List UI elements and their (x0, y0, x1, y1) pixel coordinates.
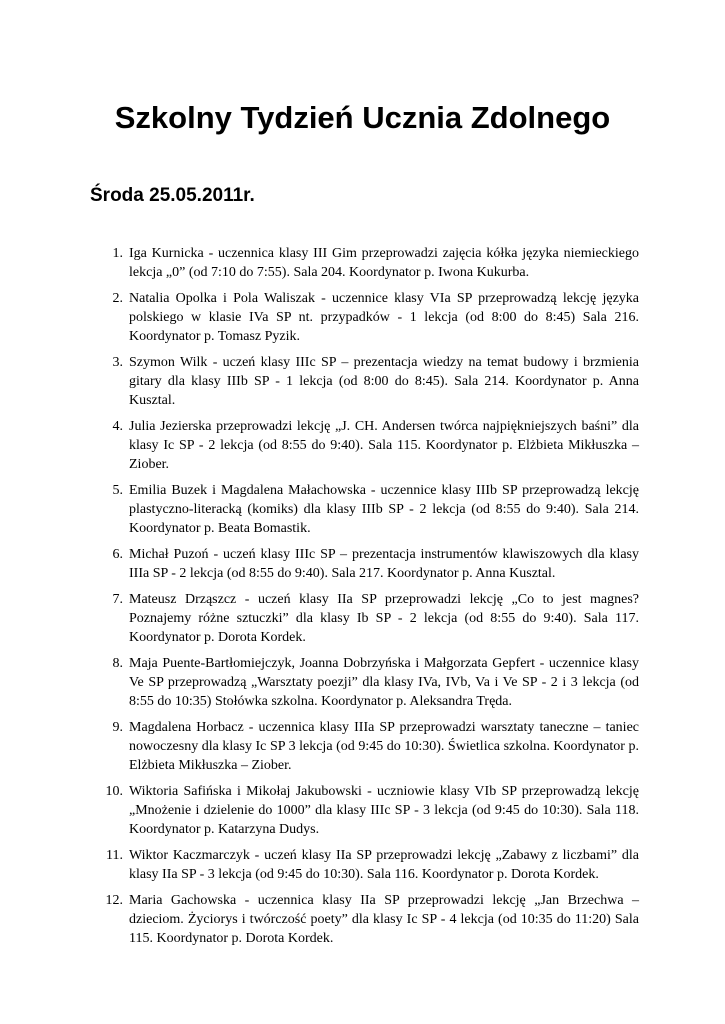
list-item-number: 2. (112, 291, 123, 306)
list-item-text: Maja Puente-Bartłomiejczyk, Joanna Dobrzyńska i Małgorzata Gepfert - uczennice klasy Ve SP przeprowadzą „Warsztaty poezji” dla klasy IVa, IVb, Va i Ve SP - 2 i 3 lekcja (od 8:55 do 10:35) Stołówka szkolna. Koordynator p. Aleksandra Tręda. (129, 656, 639, 709)
list-item (0, 545, 725, 583)
list-item-number: 10. (105, 784, 123, 799)
list-item-number: 3. (112, 355, 123, 370)
list-item-number: 1. (112, 246, 123, 261)
list-item-number: 9. (112, 720, 123, 735)
list-item-number: 4. (112, 419, 123, 434)
list-item-text: Mateusz Drząszcz - uczeń klasy IIa SP przeprowadzi lekcję „Co to jest magnes? Poznajemy różne sztuczki” dla klasy Ib SP - 2 lekcja (od 8:55 do 9:40). Sala 117. Koordynator p. Dorota Kordek. (129, 592, 639, 645)
list-item (0, 244, 725, 282)
list-item (0, 891, 725, 948)
list-item-text: Wiktor Kaczmarczyk - uczeń klasy IIa SP przeprowadzi lekcję „Zabawy z liczbami” dla klasy IIa SP - 3 lekcja (od 9:45 do 10:30). Sala 116. Koordynator p. Dorota Kordek. (129, 848, 639, 882)
list-item-number: 11. (106, 848, 123, 863)
list-item (0, 417, 725, 474)
list-item-text: Maria Gachowska - uczennica klasy IIa SP przeprowadzi lekcję „Jan Brzechwa – dzieciom. Życiorys i twórczość poety” dla klasy Ic SP - 4 lekcja (od 10:35 do 11:20) Sala 115. Koordynator p. Dorota Kordek. (129, 893, 639, 946)
list-item (0, 654, 725, 711)
list-item (0, 846, 725, 884)
event-list (0, 244, 725, 955)
list-item (0, 718, 725, 775)
list-item-number: 8. (112, 656, 123, 671)
list-item (0, 782, 725, 839)
list-item-text: Wiktoria Safińska i Mikołaj Jakubowski - uczniowie klasy VIb SP przeprowadzą lekcję „Mnożenie i dzielenie do 1000” dla klasy IIIc SP - 3 lekcja (od 9:45 do 10:30). Sala 118. Koordynator p. Katarzyna Dudys. (129, 784, 639, 837)
list-item (0, 353, 725, 410)
list-item-text: Szymon Wilk - uczeń klasy IIIc SP – prezentacja wiedzy na temat budowy i brzmienia gitary dla klasy IIIb SP - 1 lekcja (od 8:00 do 8:45). Sala 214. Koordynator p. Anna Kusztal. (129, 355, 639, 408)
list-item-text: Julia Jezierska przeprowadzi lekcję „J. CH. Andersen twórca najpiękniejszych baśni” dla klasy Ic SP - 2 lekcja (od 8:55 do 9:40). Sala 115. Koordynator p. Elżbieta Mikłuszka – Ziober. (129, 419, 639, 472)
list-item-text: Emilia Buzek i Magdalena Małachowska - uczennice klasy IIIb SP przeprowadzą lekcję plastyczno-literacką (komiks) dla klasy IIIb SP - 2 lekcja (od 8:55 do 9:40). Sala 214. Koordynator p. Beata Bomastik. (129, 483, 639, 536)
list-item-number: 5. (112, 483, 123, 498)
list-item-text: Magdalena Horbacz - uczennica klasy IIIa SP przeprowadzi warsztaty taneczne – taniec nowoczesny dla klasy Ic SP 3 lekcja (od 9:45 do 10:30). Świetlica szkolna. Koordynator p. Elżbieta Mikłuszka – Ziober. (129, 720, 639, 773)
date-heading: Środa 25.05.2011r. (90, 185, 255, 206)
document-title: Szkolny Tydzień Ucznia Zdolnego (114, 100, 611, 135)
list-item (0, 481, 725, 538)
list-item-text: Michał Puzoń - uczeń klasy IIIc SP – prezentacja instrumentów klawiszowych dla klasy IIIa SP - 2 lekcja (od 8:55 do 9:40). Sala 217. Koordynator p. Anna Kusztal. (129, 547, 639, 581)
list-item-number: 7. (112, 592, 123, 607)
list-item-number: 12. (105, 893, 123, 908)
list-item (0, 289, 725, 346)
list-item-text: Natalia Opolka i Pola Waliszak - uczennice klasy VIa SP przeprowadzą lekcję języka polskiego w klasie IVa SP nt. przypadków - 1 lekcja (od 8:00 do 8:45) Sala 216. Koordynator p. Tomasz Pyzik. (129, 291, 639, 344)
list-item-number: 6. (112, 547, 123, 562)
list-item-text: Iga Kurnicka - uczennica klasy III Gim przeprowadzi zajęcia kółka języka niemieckiego lekcja „0” (od 7:10 do 7:55). Sala 204. Koordynator p. Iwona Kukurba. (129, 246, 639, 280)
list-item (0, 590, 725, 647)
